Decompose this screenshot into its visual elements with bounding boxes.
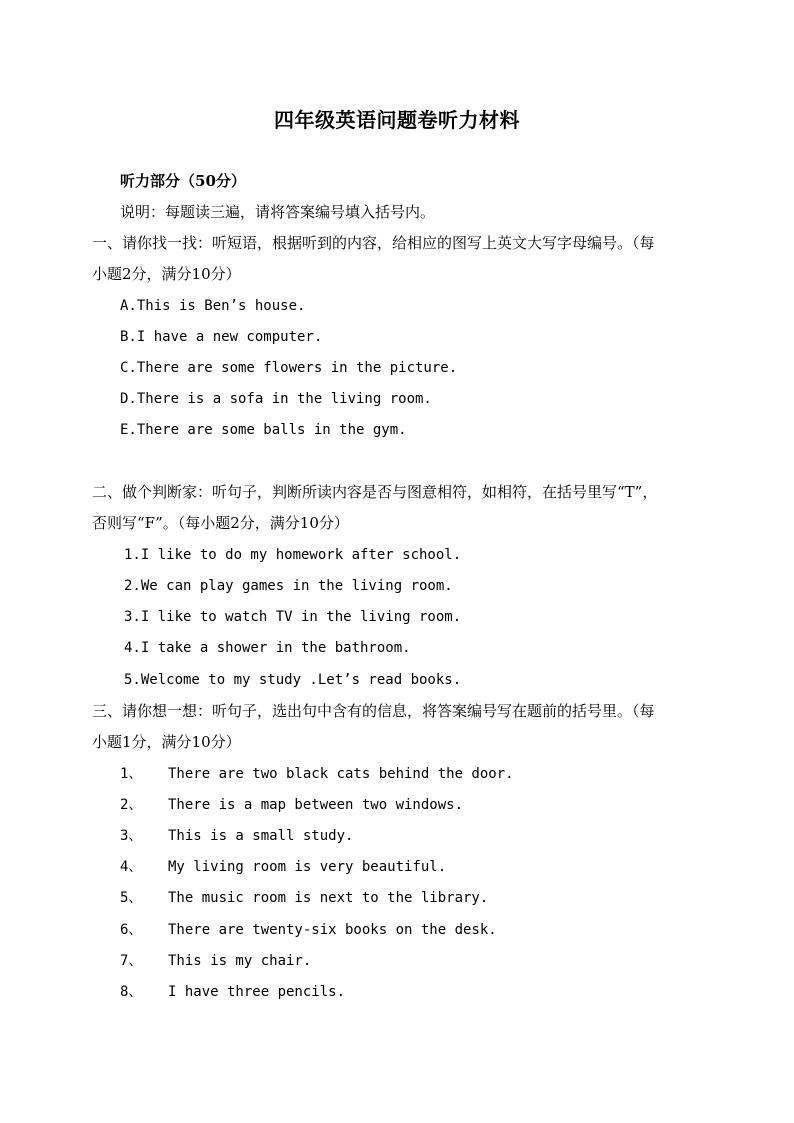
section1-item: B.I have a new computer. xyxy=(120,329,323,345)
section1-heading: 一、请你找一找：听短语，根据听到的内容，给相应的图写上英文大写字母编号。（每 xyxy=(92,234,655,252)
item-number: 7、 xyxy=(120,953,143,969)
page-title: 四年级英语问题卷听力材料 xyxy=(274,108,520,132)
instructions: 说明：每题读三遍，请将答案编号填入括号内。 xyxy=(120,203,436,221)
item-text: This is my chair. xyxy=(168,953,312,969)
section3-item xyxy=(120,764,514,784)
section3-item xyxy=(120,826,353,846)
item-number: 1、 xyxy=(120,766,143,782)
section1-item: C.There are some flowers in the picture. xyxy=(120,360,458,376)
item-number: 2、 xyxy=(120,797,143,813)
item-text: My living room is very beautiful. xyxy=(168,859,447,875)
section2-item: 2.We can play games in the living room. xyxy=(124,578,453,594)
section3-heading: 三、请你想一想：听句子，选出句中含有的信息，将答案编号写在题前的括号里。（每 xyxy=(92,702,655,720)
item-text: This is a small study. xyxy=(168,828,354,844)
section2-item: 1.I like to do my homework after school. xyxy=(124,547,462,563)
section1-item: D.There is a sofa in the living room. xyxy=(120,391,432,407)
item-text: There are twenty-six books on the desk. xyxy=(168,922,497,938)
section3-item xyxy=(120,920,497,940)
section3-item xyxy=(120,888,488,908)
section2-heading: 二、做个判断家：听句子，判断所读内容是否与图意相符，如相符，在括号里写“T”， xyxy=(92,483,658,501)
section3-item xyxy=(120,982,345,1002)
item-number: 5、 xyxy=(120,890,143,906)
item-text: There is a map between two windows. xyxy=(168,797,464,813)
item-text: The music room is next to the library. xyxy=(168,890,489,906)
section2-item: 5.Welcome to my study .Let’s read books. xyxy=(124,672,462,688)
section3-item xyxy=(120,795,463,815)
section1-item: E.There are some balls in the gym. xyxy=(120,422,407,438)
item-text: There are two black cats behind the door. xyxy=(168,766,514,782)
listening-header: 听力部分（50分） xyxy=(120,172,246,190)
item-number: 6、 xyxy=(120,922,143,938)
section3-item xyxy=(120,951,311,971)
item-text: I have three pencils. xyxy=(168,984,346,1000)
section2-item: 4.I take a shower in the bathroom. xyxy=(124,640,411,656)
section2-heading-cont: 否则写“F”。（每小题2分，满分10分） xyxy=(92,514,349,532)
item-number: 3、 xyxy=(120,828,143,844)
section1-heading-cont: 小题2分，满分10分） xyxy=(92,265,241,283)
section3-heading-cont: 小题1分，满分10分） xyxy=(92,733,241,751)
section1-item: A.This is Ben’s house. xyxy=(120,298,306,314)
section3-item xyxy=(120,857,446,877)
item-number: 4、 xyxy=(120,859,143,875)
section2-item: 3.I like to watch TV in the living room. xyxy=(124,609,462,625)
item-number: 8、 xyxy=(120,984,143,1000)
